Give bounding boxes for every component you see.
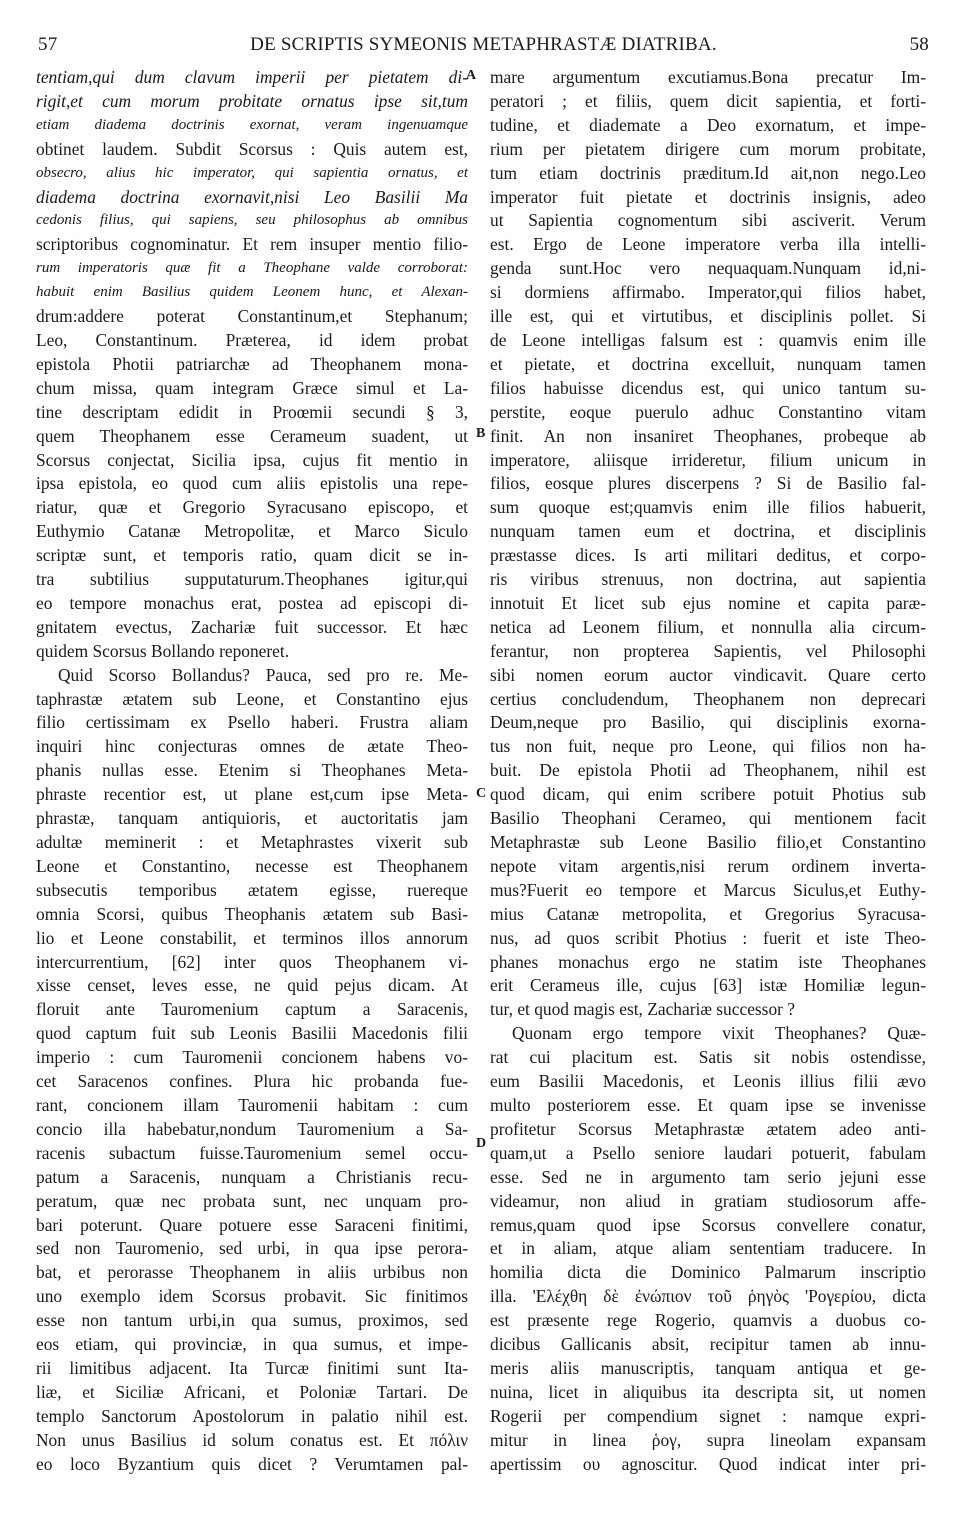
left-column-line: uno exemplo idem Scorsus probavit. Sic finitimos <box>36 1286 468 1307</box>
left-column-line: obtinet laudem. Subdit Scorsus : Quis autem est, <box>36 138 468 159</box>
right-column-line: Basilio Theophani Cerameo, qui mentionem facit <box>490 808 926 829</box>
left-column-line: omnia Scorsi, quibus Theophanis ætatem sub Basi- <box>36 903 468 924</box>
left-column-line: Scorsus conjectat, Sicilia ipsa, cujus fit mentio in <box>36 449 468 470</box>
left-column-line: eos etiam, qui provinciæ, in qua sumus, et impe- <box>36 1334 468 1355</box>
left-column-line: bat, et perorasse Theophanem in aliis urbibus non <box>36 1262 468 1283</box>
right-column-line: tum etiam doctrinis præditum.Id ait,non nego.Leo <box>490 162 926 183</box>
right-column-line: phanes monachus ergo ne statim iste Theophanes <box>490 951 926 972</box>
right-column-line: esse. Sed ne in argumento tam serio jejuni esse <box>490 1166 926 1187</box>
left-column-line: epistola Photii patriarchæ ad Theophanem mona- <box>36 353 468 374</box>
right-column-line: præstasse dices. Is arti militari deditus, et corpo- <box>490 545 926 566</box>
left-column-line: eo loco Byzantium quis dicet ? Verumtamen pal- <box>36 1453 468 1474</box>
left-column-line: liæ, et Siciliæ Africani, et Poloniæ Tartari. De <box>36 1381 468 1402</box>
right-column-line: multo posteriorem esse. Et quam ipse se invenisse <box>490 1094 926 1115</box>
left-column-line: habuit enim Basilius quidem Leonem hunc, et Alexan- <box>36 284 468 301</box>
right-column-line: homilia dicta die Dominico Palmarum inscriptio <box>490 1262 926 1283</box>
right-column <box>490 66 926 1476</box>
left-column-line: lio et Leone constabilit, et terminos illos annorum <box>36 927 468 948</box>
left-column-line: gnitatem evectus, Zachariæ fuit successor. Et hæc <box>36 616 468 637</box>
left-column-line: rum imperatoris quæ fit a Theophane valde corroborat: <box>36 260 468 277</box>
right-column-line: Deum,neque pro Basilio, qui disciplinis exorna- <box>490 712 926 733</box>
left-column-line: rii limitibus adjacent. Ita Turcæ finitimi sunt Ita- <box>36 1357 468 1378</box>
right-column-line: profitetur Scorsus Metaphrastæ ætatem adeo anti- <box>490 1118 926 1139</box>
right-column-line: nus, ad quos scribit Photius : fuerit et iste Theo- <box>490 927 926 948</box>
margin-letter-c: C <box>476 786 487 801</box>
left-column-line: etiam diadema doctrinis exornat, veram ingenuamque <box>36 116 468 133</box>
right-column-line: quod dicam, qui enim scribere potuit Photius sub <box>490 784 926 805</box>
right-column-line: erit Cerameus ille, cujus [63] istæ Homiliæ legun- <box>490 975 926 996</box>
right-column-line: meris aliis manuscriptis, tanquam antiqua et ge- <box>490 1357 926 1378</box>
right-column-line: eum Basilii Macedonis, et Leonis illius filii ævo <box>490 1071 926 1092</box>
left-column-line: templo Sanctorum Apostolorum in palatio nihil est. <box>36 1405 468 1426</box>
right-column-line: ferantur, non propterea Sapientis, vel Philosophi <box>490 640 926 661</box>
left-column-line: tine descriptam edidit in Proœmii secundi § 3, <box>36 401 468 422</box>
left-column-line: intercurrentium, [62] inter quos Theophanem vi- <box>36 951 468 972</box>
right-column-line: ut Sapientia cognomentum sibi asciverit. Verum <box>490 210 926 231</box>
left-column-line: chum missa, quam integram Græce simul et La- <box>36 377 468 398</box>
right-column-line: rat cui placitum est. Satis sit nobis ostendisse, <box>490 1047 926 1068</box>
right-column-line: imperatore, aliisque irrideretur, filium unicum in <box>490 449 926 470</box>
right-column-line: Quonam ergo tempore vixit Theophanes? Quæ- <box>512 1023 926 1044</box>
right-column-line: imperator fuit pietate et doctrinis insignis, adeo <box>490 186 926 207</box>
left-column-line: Euthymio Catanæ Metropolitæ, et Marco Siculo <box>36 521 468 542</box>
right-column-line: apertissim ου agnoscitur. Quod indicat inter pri- <box>490 1453 926 1474</box>
right-column-line: ille est, qui et virtutibus, et disciplinis pollet. Si <box>490 306 926 327</box>
left-column-line: obsecro, alius hic imperator, qui sapientia ornatus, et <box>36 164 468 181</box>
right-column-line: genda sunt.Hoc vero nequaquam.Nunquam id,ni- <box>490 258 926 279</box>
page-number-right: 58 <box>909 34 929 55</box>
left-column-line: Quid Scorso Bollandus? Pauca, sed pro re. Me- <box>58 664 468 685</box>
right-column-line: remus,quam quod ipse Scorsus convellere conatur, <box>490 1214 926 1235</box>
right-column-line: filios, eosque plures discerpens ? Si de Basilio fal- <box>490 473 926 494</box>
right-column-line: peratori ; et filiis, quem dicit sapientia, et forti- <box>490 90 926 111</box>
left-column-line: quod captum fuit sub Leonis Basilii Macedonis filii <box>36 1023 468 1044</box>
right-column-line: filios habuisse dicendus est, qui unico tantum su- <box>490 377 926 398</box>
page-number-left: 57 <box>38 34 58 55</box>
left-column-line: floruit ante Tauromenium captum a Saracenis, <box>36 999 468 1020</box>
left-column-line: cedonis filius, qui sapiens, seu philosophus ab omnibus <box>36 212 468 229</box>
left-column-line: imperio : cum Tauromenii concionem habens vo- <box>36 1047 468 1068</box>
left-column-line: scriptæ sunt, et temporis ratio, quam dicit se in- <box>36 545 468 566</box>
right-column-line: Rogerii per compendium signet : namque expri- <box>490 1405 926 1426</box>
right-column-line: netica ad Leonem filium, et nonnulla alia circum- <box>490 616 926 637</box>
right-column-line: de Leone intelligas falsum est : quamvis enim ille <box>490 329 926 350</box>
right-column-line: illa. 'Ελέχθη δὲ ἐνώπιον τοῦ ῥηγὸς 'Ρογερίου, dicta <box>490 1286 926 1307</box>
left-column-line: phraste recentior est, ut plane est,cum ipse Meta- <box>36 784 468 805</box>
right-column-line: rium per pietatem dirigere cum morum probitate, <box>490 138 926 159</box>
left-column-line: tra subtilius supputaturum.Theophanes igitur,qui <box>36 569 468 590</box>
right-column-line: quam,ut a Psello seniore laudari potuerit, fabulam <box>490 1142 926 1163</box>
left-column-line: drum:addere poterat Constantinum,et Stephanum; <box>36 306 468 327</box>
left-column-line: xisse censet, leves esse, ne quid pejus dicam. At <box>36 975 468 996</box>
left-column-line: riatur, quæ et Gregorio Syracusano episcopo, et <box>36 497 468 518</box>
margin-letter-b: B <box>476 426 486 441</box>
right-column-line: et in aliam, atque aliam sententiam traducere. In <box>490 1238 926 1259</box>
left-column-line: quem Theophanem esse Cerameum suadent, ut <box>36 425 468 446</box>
left-column-line: Leo, Constantinum. Præterea, id idem probat <box>36 329 468 350</box>
right-column-line: est præsente rege Rogerio, quamvis a duobus co- <box>490 1310 926 1331</box>
right-column-line: nuina, licet in aliquibus ita descripta sit, ut nomen <box>490 1381 926 1402</box>
right-column-line: mius Catanæ metropolita, et Gregorius Syracusa- <box>490 903 926 924</box>
left-column-line: ipsa epistola, eo quod cum aliis epistolis una repe- <box>36 473 468 494</box>
left-column-line: concio illa habebatur,nondum Tauromenium a Sa- <box>36 1118 468 1139</box>
right-column-line: finit. An non insaniret Theophanes, probeque ab <box>490 425 926 446</box>
left-column-line: inquiri hinc conjecturas omnes de ætate Theo- <box>36 736 468 757</box>
running-header <box>38 34 929 60</box>
left-column-line: eo tempore monachus erat, postea ad episcopi di- <box>36 592 468 613</box>
right-column-line: mitur in linea ῥογ, supra lineolam expansam <box>490 1429 926 1450</box>
left-column-line: phanis nullas esse. Etenim si Theophanes Meta- <box>36 760 468 781</box>
left-column-line: subsecutis temporibus ætatem egisse, ruereque <box>36 879 468 900</box>
left-column-line: rant, concionem illam Tauromenii habitam : cum <box>36 1094 468 1115</box>
right-column-line: certius concludendum, Theophanem non deprecari <box>490 688 926 709</box>
left-column-line: scriptoribus cognominatur. Et rem insuper mentio filio- <box>36 234 468 255</box>
left-column-line: sed non Tauromenio, sed urbi, in qua ipse perora- <box>36 1238 468 1259</box>
right-column-line: Metaphrastæ sub Leone Basilio filio,et Constantino <box>490 832 926 852</box>
left-column-line: cet Saracenos confines. Plura hic probanda fue- <box>36 1071 468 1092</box>
right-column-line: tur, et quod magis est, Zachariæ successor ? <box>490 999 795 1020</box>
right-column-line: tudine, et diademate a Deo exornatum, et impe- <box>490 114 926 135</box>
right-column-line: buit. De epistola Photii ad Theophanem, nihil est <box>490 760 926 781</box>
right-column-line: sibi nomen eorum auctor vindicavit. Quare certo <box>490 664 926 685</box>
right-column-line: nepote vitam argentis,nisi rerum ordinem inverta- <box>490 855 926 876</box>
left-column-line: filio certissimam ex Psello haberi. Frustra aliam <box>36 712 468 733</box>
left-column <box>36 66 468 1476</box>
right-column-line: si dormiens affirmabo. Imperator,qui filios habet, <box>490 282 926 303</box>
left-column-line: adultæ meminerit : et Metaphrastes vixerit sub <box>36 832 468 852</box>
left-column-line: esse non tantum urbi,in qua sumus, proximos, sed <box>36 1310 468 1331</box>
left-column-line: rigit,et cum morum probitate ornatus ipse sit,tum <box>36 90 468 111</box>
left-column-line: diadema doctrina exornavit,nisi Leo Basilii Ma <box>36 186 468 207</box>
right-column-line: mare argumentum excutiamus.Bona precatur Im- <box>490 67 926 87</box>
left-column-line: phrastæ, tanquam antiquioris, et auctoritatis jam <box>36 808 468 829</box>
left-column-line: peratum, quæ nec probata sunt, nec unquam pro- <box>36 1190 468 1211</box>
right-column-line: dicibus Gallicanis absit, recipitur tamen ab innu- <box>490 1334 926 1355</box>
left-column-line: Non unus Basilius id solum conatus est. Et πόλιν <box>36 1429 468 1450</box>
right-column-line: mus?Fuerit eo tempore et Marcus Siculus,et Euthy- <box>490 879 926 900</box>
right-column-line: ris viribus strenuus, non doctrina, aut sapientia <box>490 569 926 590</box>
left-column-line: quidem Scorsus Bollando reponeret. <box>36 640 290 661</box>
margin-letter-a: A <box>466 68 477 83</box>
margin-letter-d: D <box>476 1136 487 1151</box>
right-column-line: videamur, non aliud in gratiam studiosorum affe- <box>490 1190 926 1211</box>
running-title: DE SCRIPTIS SYMEONIS METAPHRASTÆ DIATRIBA. <box>250 34 717 55</box>
left-column-line: patum a Saracenis, nunquam a Christianis recu- <box>36 1166 468 1187</box>
right-column-line: innotuit Et licet sub ejus nomine et capita paræ- <box>490 592 926 613</box>
right-column-line: perstite, eoque puerulo adhuc Constantino vitam <box>490 401 926 422</box>
left-column-line: bari poterunt. Quare potuere esse Saraceni finitimi, <box>36 1214 468 1235</box>
left-column-line: tentiam,qui dum clavum imperii per pietatem di- <box>36 67 468 87</box>
left-column-line: Leone et Constantino, necesse est Theophanem <box>36 855 468 876</box>
right-column-line: sum quoque est;quamvis enim ille filios habuerit, <box>490 497 926 518</box>
right-column-line: tus non fuit, neque pro Leone, qui filios non ha- <box>490 736 926 757</box>
right-column-line: est. Ergo de Leone imperatore verba illa intelli- <box>490 234 926 255</box>
right-column-line: et pietate, et doctrina excelluit, nunquam tamen <box>490 353 926 374</box>
left-column-line: taphrastæ ætatem sub Leone, et Constantino ejus <box>36 688 468 709</box>
left-column-line: racenis subactum fuisse.Tauromenium semel occu- <box>36 1142 468 1163</box>
right-column-line: nunquam tamen eum et doctrina, et disciplinis <box>490 521 926 542</box>
